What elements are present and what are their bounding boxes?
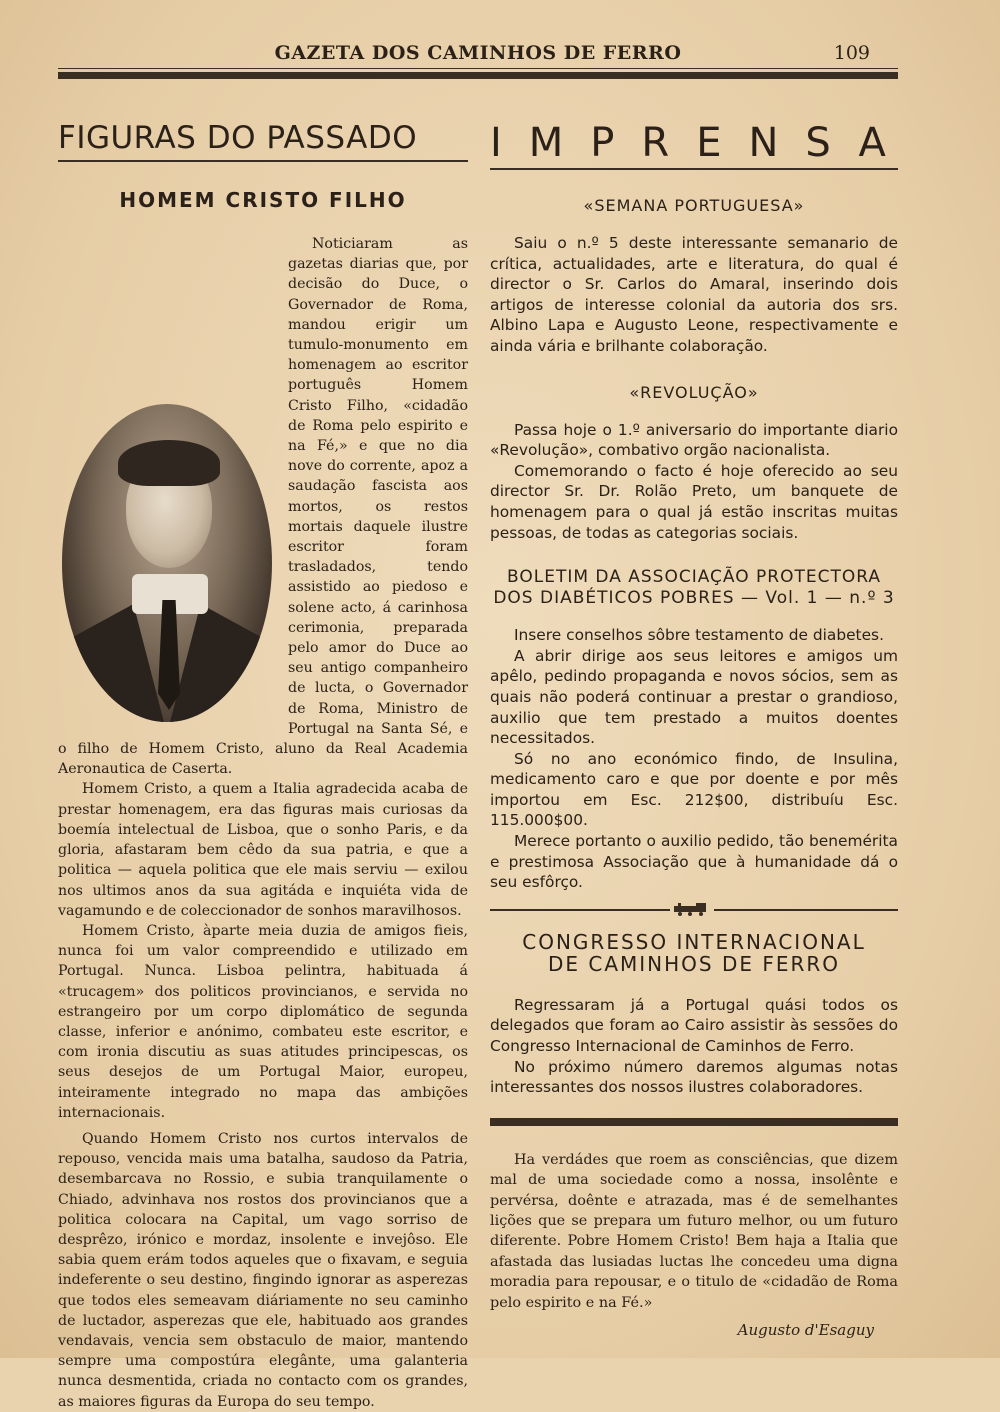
boletim-paragraph-3: Só no ano económico findo, de Insulina, medicamento caro e que por doente e por mês importou em Esc. 212$00, distribuíu Esc. 115.000$00. bbox=[490, 749, 898, 830]
header-rule bbox=[58, 72, 898, 79]
closing-quote bbox=[490, 1150, 898, 1313]
right-column bbox=[490, 120, 913, 1340]
congresso-paragraph-1: Regressaram já a Portugal quási todos os delegados que foram ao Cairo assistir às sessões do Congresso Internacional de Caminhos de Ferro. bbox=[490, 995, 898, 1056]
congresso-title bbox=[490, 931, 898, 975]
revolucao-paragraph-1: Passa hoje o 1.º aniversario do importante diario «Revolução», combativo orgão nacionalista. bbox=[490, 420, 898, 460]
section-title-figuras: FIGURAS DO PASSADO bbox=[58, 120, 468, 162]
congresso-paragraph-2: No próximo número daremos algumas notas interessantes dos nossos ilustres colaboradores. bbox=[490, 1057, 898, 1097]
boletim-title bbox=[490, 567, 898, 609]
portrait-photo bbox=[62, 404, 272, 722]
article-body bbox=[58, 234, 468, 1412]
boletim-title-line-2: DOS DIABÉTICOS POBRES — Vol. 1 — n.º 3 bbox=[493, 588, 895, 609]
train-icon bbox=[670, 902, 714, 916]
portrait-frame bbox=[58, 384, 280, 734]
article-paragraph-1: Noticiaram as gazetas diarias que, por decisão do Duce, o Governador de Roma, mandou erigir um tumulo-monumento em homenagem ao escritor português Homem Cristo Filho, «cidadão de Roma pelo espirito e na Fé,» e que no dia nove do corrente, apoz a saudação fascista aos mortos, os restos mortais daquele ilustre escritor foram trasladados, tendo assistido ao piedoso e solene acto, á carinhosa cerimonia, preparada pelo amor do Duce ao seu antigo companheiro de lucta, o Governador de Roma, Ministro de Portugal na Santa Sé, e o filho de Homem Cristo, aluno da Real Academia Aeronautica de Caserta. bbox=[58, 236, 468, 778]
boletim-paragraph-4: Merece portanto o auxilio pedido, tão benemérita e prestimosa Associação que à humanidade dá o seu esfôrço. bbox=[490, 832, 898, 892]
congresso-title-line-1: CONGRESSO INTERNACIONAL bbox=[522, 929, 866, 954]
semana-paragraph: Saiu o n.º 5 deste interessante semanario de crítica, actualidades, arte e literatura, do qual é director o Sr. Carlos do Amaral, inserindo dois artigos de interesse colonial da autoria dos srs. Albino Lapa e Augusto Leone, respectivamente e ainda vária e brilhante colaboração. bbox=[490, 234, 898, 355]
train-divider bbox=[490, 901, 898, 917]
article-subtitle: HOMEM CRISTO FILHO bbox=[119, 188, 407, 212]
article-paragraph-2: Homem Cristo, a quem a Italia agradecida acaba de prestar homenagem, era das figuras mais curiosas da boemía intelectual de Lisboa, que o sonho Paris, e da gloria, afastaram bem cêdo da sua patria, e que a politica — aquela politica que ele mais serviu — exilou nos ultimos anos da sua agitáda e inquiéta vida de vagamundo e de coleccionador de sonhos maravilhosos. bbox=[58, 781, 468, 919]
revolucao-title: «REVOLUÇÃO» bbox=[629, 382, 759, 402]
article-paragraph-3: Homem Cristo, àparte meia duzia de amigos fieis, nunca foi um valor compreendido e utilizado em Portugal. Nunca. Lisboa pelintra, habituada á «trucagem» dos politicos provincianos, e servida no estrangeiro por um corpo diplomático de segunda classe, inferior e anónimo, combateu este escritor, e com ironia discutiu as suas atitudes principescas, os seus desejos de um Portugal Maior, europeu, inteiramente integrado no mapa das ambições internacionais. bbox=[58, 922, 468, 1121]
revolucao-body bbox=[490, 420, 898, 544]
header-rule-thin bbox=[58, 68, 898, 69]
congresso-title-line-2: DE CAMINHOS DE FERRO bbox=[547, 951, 841, 976]
quote-divider bbox=[490, 1118, 898, 1126]
boletim-title-line-1: BOLETIM DA ASSOCIAÇÃO PROTECTORA bbox=[506, 567, 881, 588]
page-header bbox=[58, 38, 898, 68]
semana-title: «SEMANA PORTUGUESA» bbox=[583, 196, 805, 215]
page-number: 109 bbox=[833, 42, 870, 64]
closing-quote-text: Ha verdádes que roem as consciências, que dizem mal de uma sociedade como a nossa, insolênte e pervérsa, doênte e atrazada, mas é de semelhantes lições que se prepara um futuro melhor, ou um futuro diferente. Pobre Homem Cristo! Bem haja a Italia que afastada das lusiadas luctas lhe concedeu uma digna moradia para repousar, e o titulo de «cidadão de Roma pelo espirito e na Fé.» bbox=[490, 1151, 898, 1311]
boletim-paragraph-2: A abrir dirige aos seus leitores e amigos um apêlo, pedindo propaganda e novos sócios, sem as quais não poderá continuar a prestar o grandioso, auxilio que tem prestado a muitos doentes necessitados. bbox=[490, 646, 898, 748]
congresso-body bbox=[490, 995, 898, 1098]
author-signature: Augusto d'Esaguy bbox=[737, 1321, 874, 1340]
semana-body bbox=[490, 233, 898, 357]
boletim-body bbox=[490, 625, 898, 893]
publication-title: GAZETA DOS CAMINHOS DE FERRO bbox=[274, 42, 682, 64]
article-paragraph-4: Quando Homem Cristo nos curtos intervalos de repouso, vencida mais uma batalha, saudoso da Patria, desembarcava no Rossio, e subia tranquilamente o Chiado, advinhava nos rostos dos provincianos que a politica colocara na Capital, um vago sorriso de desprêzo, irónico e mordaz, insolente e invejôso. Ele sabia quem erám todos aqueles que o fixavam, e seguia indeferente o seu destino, fingindo ignorar as asperezas que todos eles semeavam diáriamente no seu caminho de luctador, asperezas que ele, habituado aos grandes vendavais, vencia sem obstaculo de maior, mantendo sempre uma compostúra elegânte, uma galanteria nunca desmentida, criada no contacto com os grandes, as maiores figuras da Europa do seu tempo. bbox=[58, 1130, 468, 1410]
boletim-paragraph-1: Insere conselhos sôbre testamento de diabetes. bbox=[514, 626, 884, 645]
section-title-imprensa: IMPRENSA bbox=[490, 120, 898, 170]
revolucao-paragraph-2: Comemorando o facto é hoje oferecido ao seu director Sr. Dr. Rolão Preto, um banquete de homenagem para o qual já estão inscritas muitas pessoas, de todas as categorias sociais. bbox=[490, 461, 898, 542]
left-column bbox=[58, 120, 468, 1412]
